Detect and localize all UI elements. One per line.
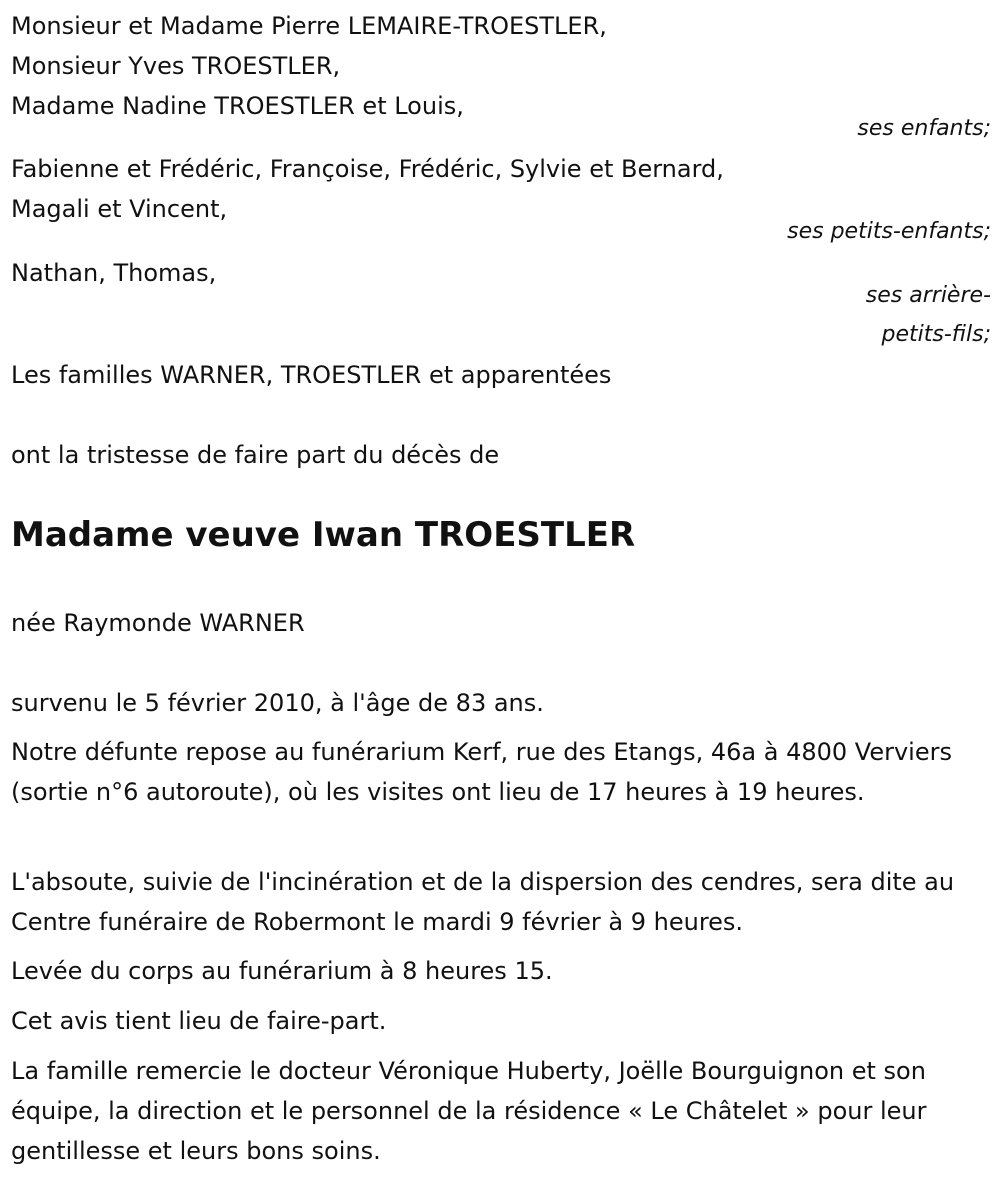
- grandchildren-role: ses petits-enfants;: [787, 219, 991, 244]
- great-grandchild-line-1: Nathan, Thomas,: [11, 259, 217, 287]
- notice-line: Cet avis tient lieu de faire-part.: [11, 1007, 387, 1035]
- families-line: Les familles WARNER, TROESTLER et apparentées: [11, 361, 612, 389]
- grandchild-line-2: Magali et Vincent,: [11, 195, 228, 223]
- great-grandchildren-role-1: ses arrière-: [865, 283, 991, 308]
- great-grandchildren-role-2: petits-fils;: [881, 322, 991, 347]
- grandchild-line-1: Fabienne et Frédéric, Françoise, Frédéric, Sylvie et Bernard,: [11, 155, 724, 183]
- obituary-notice: [11, 0, 991, 1185]
- child-line-1: Monsieur et Madame Pierre LEMAIRE-TROESTLER,: [11, 12, 607, 40]
- rest-paragraph: Notre défunte repose au funérarium Kerf, rue des Etangs, 46a à 4800 Verviers (sortie n°6 autoroute), où les visites ont lieu de 17 heures à 19 heures.: [11, 738, 952, 806]
- death-date-line: survenu le 5 février 2010, à l'âge de 83 ans.: [11, 689, 544, 717]
- children-role: ses enfants;: [857, 116, 991, 141]
- deceased-born-as: née Raymonde WARNER: [11, 609, 305, 637]
- departure-line: Levée du corps au funérarium à 8 heures 15.: [11, 957, 553, 985]
- child-line-2: Monsieur Yves TROESTLER,: [11, 52, 341, 80]
- thanks-paragraph: La famille remercie le docteur Véronique Huberty, Joëlle Bourguignon et son équipe, la direction et le personnel de la résidence « Le Châtelet » pour leur gentillesse et leurs bons soins.: [11, 1057, 927, 1165]
- ceremony-paragraph: L'absoute, suivie de l'incinération et de la dispersion des cendres, sera dite au Centre funéraire de Robermont le mardi 9 février à 9 heures.: [11, 868, 955, 936]
- deceased-name: Madame veuve Iwan TROESTLER: [11, 515, 636, 555]
- announcement-line: ont la tristesse de faire part du décès de: [11, 441, 500, 469]
- child-line-3: Madame Nadine TROESTLER et Louis,: [11, 92, 464, 120]
